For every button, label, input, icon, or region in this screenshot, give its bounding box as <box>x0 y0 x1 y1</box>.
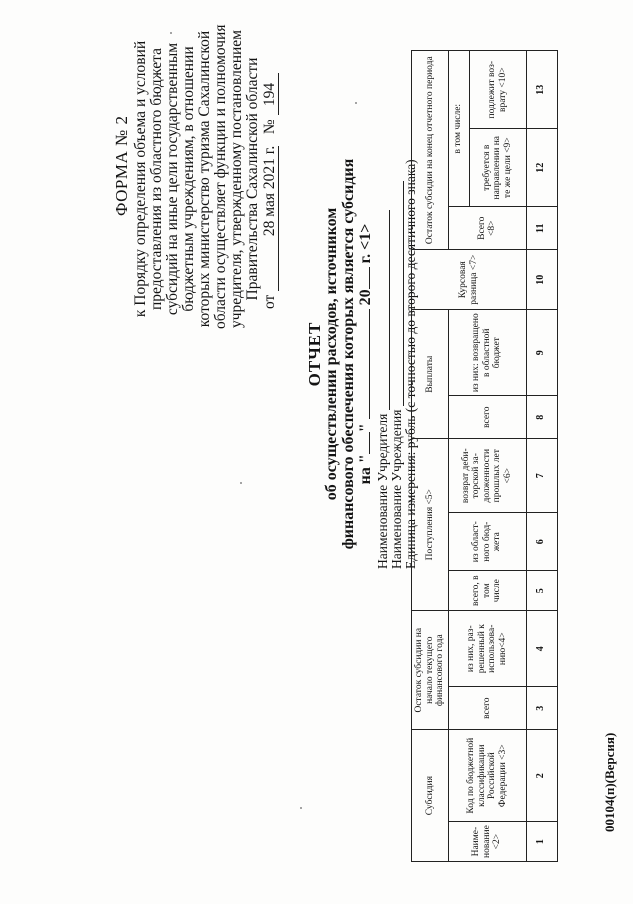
column-number: 1 <box>526 822 557 862</box>
founder-label: Наименование Учредителя <box>375 413 390 569</box>
column-number: 13 <box>526 51 557 129</box>
column-number: 3 <box>526 687 557 730</box>
unit-label: Единица измерения: рубль (с точностью до второго десятичного знака) <box>403 159 418 569</box>
header-returned: из них: возвращено в областной бюджет <box>448 310 526 396</box>
report-date-line: на " " 20 г. <1> <box>357 223 374 485</box>
column-number: 7 <box>526 439 557 513</box>
order-date: 28 мая 2021 г. <box>261 145 278 237</box>
column-number-row <box>526 51 557 862</box>
header-to-return: подлежит возврату <10> <box>469 51 526 129</box>
column-number: 10 <box>526 250 557 310</box>
header-required: требуется в направлении на те же цели <9> <box>469 129 526 207</box>
column-number: 12 <box>526 129 557 207</box>
header-end-total: Всего <8> <box>448 207 526 250</box>
column-number: 11 <box>526 207 557 250</box>
column-number: 2 <box>526 730 557 822</box>
header-balance-start: Остаток субсидии на начало текущего финансового года <box>412 611 449 730</box>
form-number: ФОРМА № 2 <box>112 115 131 216</box>
report-title: ОТЧЕТ об осуществлении расходов, источником финансового обеспечения которых является субсидия на " " 20 г. <1> <box>306 74 374 634</box>
header-payments-total: всего <box>448 396 526 439</box>
column-number: 4 <box>526 611 557 687</box>
institution-label: Наименование Учреждения <box>389 409 404 569</box>
header-rate-difference: Курсовая разница <7> <box>412 250 527 310</box>
header-budget-code: Код по бюджетной классификации Российской Федерации <3> <box>448 730 526 822</box>
scan-speck <box>240 482 242 484</box>
scan-speck <box>300 807 302 809</box>
header-receipts-total: всего, в том числе <box>448 571 526 611</box>
header-receipts: Поступления <5> <box>412 439 449 611</box>
column-number: 6 <box>526 513 557 571</box>
header-debt-return: возврат дебиторской задолженности прошлых лет <6> <box>448 439 526 513</box>
header-start-total: всего <box>448 687 526 730</box>
header-balance-end: Остаток субсидии на конец отчетного периода <box>412 51 449 250</box>
form-version-code: 00104(п)(Версия) <box>602 732 617 832</box>
column-number: 9 <box>526 310 557 396</box>
column-number: 5 <box>526 571 557 611</box>
header-from-budget: из областного бюджета <box>448 513 526 571</box>
report-table <box>411 50 558 862</box>
header-including: в том числе: <box>448 51 469 207</box>
order-date-line: от 28 мая 2021 г. № 194 <box>262 29 279 329</box>
header-subsidy: Субсидия <box>412 730 449 862</box>
header-name: Наименование <2> <box>448 822 526 862</box>
column-number: 8 <box>526 396 557 439</box>
order-reference: к Порядку определения объема и условий предоставления из областного бюджета субсидий на иные цели государственным бюджетным учреждениям, в отношении которых министерство туризма Сахалинской области осуществляет функции и полномочия учредителя, утвержденному постановлением Правительства Сахалинской области от 28 мая 2021 г. № 194 <box>132 24 278 329</box>
order-number: 194 <box>261 82 278 107</box>
report-heading: ОТЧЕТ <box>305 321 324 387</box>
header-permitted: из них, разрешенный к использованию<4> <box>448 611 526 687</box>
header-payments: Выплаты <box>412 310 449 439</box>
